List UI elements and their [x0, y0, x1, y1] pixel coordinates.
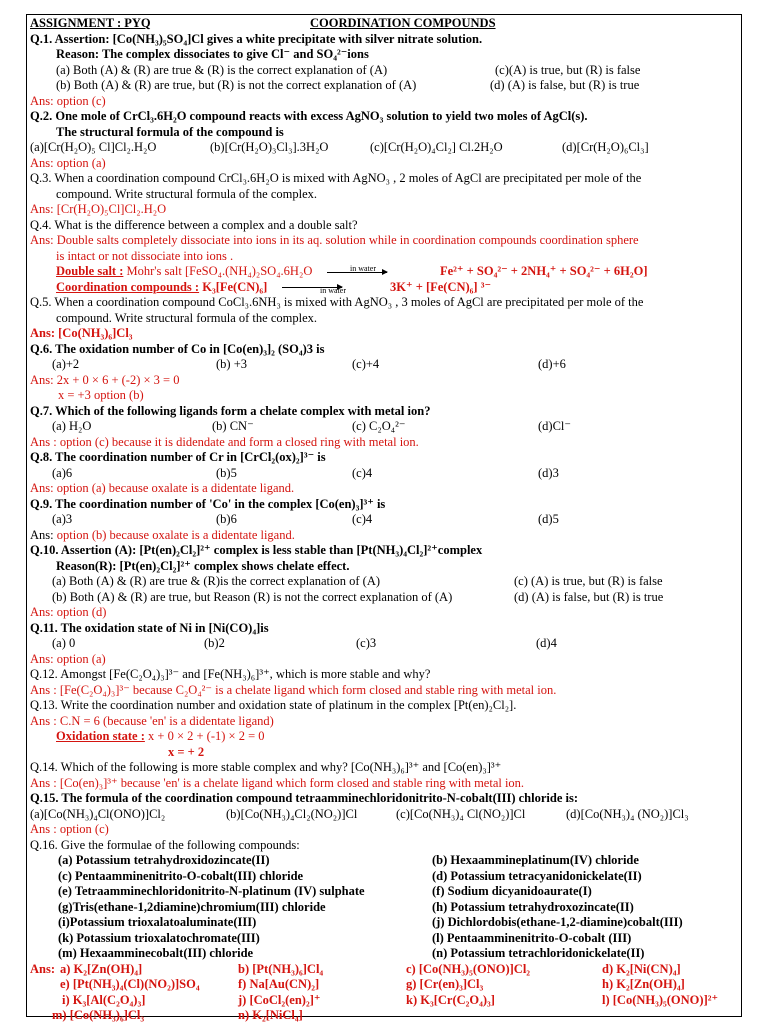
q16-list-row — [30, 931, 740, 947]
q5-question: Q.5. When a coordination compound CoCl₃.6NH₃ is mixed with AgNO₃ , 3 moles of AgCl are precipitated per mole of the — [30, 295, 644, 309]
mohrs-salt-formula: Mohr's salt [FeSO₄.(NH₄)₂SO₄.6H₂O — [126, 264, 313, 278]
assignment-label: ASSIGNMENT : PYQ — [30, 16, 151, 30]
q7-answer: Ans : option (c) because it is didendate and form a closed ring with metal ion. — [30, 434, 419, 449]
q11-option-b: (b)2 — [204, 636, 225, 650]
q11-answer: Ans: option (a) — [30, 651, 106, 666]
q1-option-a: (a) Both (A) & (R) are true & (R) is the correct explanation of (A) — [56, 62, 388, 77]
q1-options-row2 — [30, 78, 740, 94]
q6-answer-line2: x = +3 option (b) — [58, 388, 144, 402]
q16-answer-item: d) K₂[Ni(CN)₄] — [602, 961, 681, 976]
q6-answer-line1: Ans: 2x + 0 × 6 + (-2) × 3 = 0 — [30, 372, 180, 387]
q1-reason: Reason: The complex dissociates to give Cl⁻ and SO₄²⁻ions — [56, 47, 369, 61]
q16-compound-right: (h) Potassium tetrahydroxozincate(II) — [432, 899, 634, 914]
q16-compound-left: (a) Potassium tetrahydroxidozincate(II) — [58, 853, 270, 867]
q16-compound-left: (c) Pentaamminenitrito-O-cobalt(III) chloride — [58, 868, 304, 883]
q16-compound-right: (f) Sodium dicyanidoaurate(I) — [432, 884, 592, 898]
q16-answer-item: g) [Cr(en)₃]Cl₃ — [406, 977, 484, 991]
q11-question: Q.11. The oxidation state of Ni in [Ni(CO)₄]is — [30, 620, 269, 635]
q2-option-d: (d)[Cr(H₂O)₆Cl₃] — [562, 140, 649, 154]
q10-option-a: (a) Both (A) & (R) are true & (R)is the correct explanation of (A) — [52, 574, 381, 588]
q16-answer-item: e) [Pt(NH₃)₄(Cl)(NO₂)]SO₄ — [60, 977, 200, 991]
q16-answer-item: h) K₂[Zn(OH)₄] — [602, 977, 685, 991]
q16-compound-left: (m) Hexaamminecobalt(III) chloride — [58, 946, 254, 960]
oxidation-state-label: Oxidation state : — [56, 729, 145, 743]
q3-question: Q.3. When a coordination compound CrCl₃.6H₂O is mixed with AgNO₃ , 2 moles of AgCl are precipitated per mole of the — [30, 171, 642, 185]
q15-options — [30, 807, 740, 823]
q9-option-a: (a)3 — [52, 512, 73, 526]
q6-option-c: (c)+4 — [352, 357, 380, 371]
q16-answer-row — [30, 1008, 740, 1024]
q2-option-b: (b)[Cr(H₂O)₃Cl₃].3H₂O — [210, 140, 329, 154]
q2-option-a: (a)[Cr(H₂O)₅ Cl]Cl₂.H₂O — [30, 140, 157, 154]
q14-answer: Ans : [Co(en)₃]³⁺ because 'en' is a chelate ligand which form closed and stable ring with metal ion. — [30, 775, 525, 790]
q6-option-d: (d)+6 — [538, 357, 566, 371]
q8-options — [30, 466, 740, 482]
q1-assertion: Q.1. Assertion: [Co(NH₃)₅SO₄]Cl gives a white precipitate with silver nitrate solution. — [30, 31, 483, 46]
q16-answer-item: i) K₃[Al(C₂O₄)₃] — [62, 992, 146, 1007]
q11-option-c: (c)3 — [356, 636, 377, 650]
q16-answer-label: Ans: — [30, 961, 56, 976]
q16-answer-item: a) K₂[Zn(OH)₄] — [60, 961, 143, 976]
q16-compound-list — [30, 853, 740, 962]
q2-options — [30, 140, 740, 156]
q6-option-b: (b) +3 — [216, 357, 247, 371]
double-salt-label: Double salt : — [56, 264, 124, 278]
oxidation-equation: x + 0 × 2 + (-1) × 2 = 0 — [148, 729, 265, 743]
q16-answers — [30, 962, 740, 1024]
q16-compound-left: (g)Tris(ethane-1,2diamine)chromium(III) chloride — [58, 899, 326, 914]
q9-option-b: (b)6 — [216, 512, 237, 526]
q13-question: Q.13. Write the coordination number and oxidation state of platinum in the complex [Pt(en)₂Cl₂]. — [30, 698, 517, 712]
q16-compound-left: (k) Potassium trioxalatochromate(III) — [58, 930, 260, 945]
q3-answer: Ans: [Cr(H₂O)₅Cl]Cl₂.H₂O — [30, 202, 167, 216]
q16-list-row — [30, 869, 740, 885]
q16-list-row — [30, 915, 740, 931]
q15-option-c: (c)[Co(NH₃)₄ Cl(NO₂)]Cl — [396, 806, 526, 821]
q10-reason: Reason(R): [Pt(en)₂Cl₂]²⁺ complex shows chelate effect. — [56, 558, 350, 573]
q16-compound-left: (e) Tetraamminechloridonitrito-N-platinum (IV) sulphate — [58, 884, 365, 898]
q15-answer: Ans : option (c) — [30, 822, 109, 836]
q8-question: Q.8. The coordination number of Cr in [CrCl₂(ox)₂]³⁻ is — [30, 450, 326, 464]
coordination-compounds-label: Coordination compounds : — [56, 279, 200, 294]
coordination-formula: K₃[Fe(CN)₆] — [202, 279, 268, 294]
q16-answer-row — [30, 977, 740, 993]
q1-option-d: (d) (A) is false, but (R) is true — [490, 78, 640, 92]
q15-option-b: (b)[Co(NH₃)₄Cl₂(NO₂)]Cl — [226, 806, 358, 821]
q16-compound-right: (l) Pentaamminenitrito-O-cobalt (III) — [432, 930, 632, 945]
double-salt-products: Fe²⁺ + SO₄²⁻ + 2NH₄⁺ + SO₄²⁻ + 6H₂O] — [440, 264, 648, 278]
q10-options-row1 — [30, 574, 740, 590]
q16-answer-item: l) [Co(NH₃)₅(ONO)]²⁺ — [602, 992, 719, 1007]
q4-coordination-row — [30, 280, 740, 296]
coordination-products: 3K⁺ + [Fe(CN)₆] ³⁻ — [390, 279, 492, 294]
q16-compound-right: (n) Potassium tetrachloridonickelate(II) — [432, 946, 645, 960]
q7-option-a: (a) H₂O — [52, 419, 92, 433]
q8-option-d: (d)3 — [538, 465, 559, 480]
q9-answer — [30, 528, 740, 544]
q7-option-b: (b) CN⁻ — [212, 419, 254, 433]
q9-option-c: (c)4 — [352, 512, 373, 526]
q8-option-c: (c)4 — [352, 465, 373, 480]
q3-question-cont: compound. Write structural formula of the complex. — [56, 186, 317, 201]
q10-option-d: (d) (A) is false, but (R) is true — [514, 589, 664, 604]
q4-answer-line1: Ans: Double salts completely dissociate into ions in its aq. solution while in coordination compounds coordination sphere — [30, 233, 639, 247]
q16-answer-row — [30, 993, 740, 1009]
q10-option-b: (b) Both (A) & (R) are true, but Reason (R) is not the correct explanation of (A) — [52, 589, 453, 604]
q14-question: Q.14. Which of the following is more stable complex and why? [Co(NH₃)₆]³⁺ and [Co(en)₃]³⁺ — [30, 760, 502, 774]
q7-question: Q.7. Which of the following ligands form a chelate complex with metal ion? — [30, 403, 431, 418]
q15-option-a: (a)[Co(NH₃)₄Cl(ONO)]Cl₂ — [30, 806, 166, 821]
q7-option-c: (c) C₂O₄²⁻ — [352, 419, 406, 433]
q2-question: Q.2. One mole of CrCl₃.6H₂O compound reacts with excess AgNO₃ solution to yield two moles of AgCl(s). — [30, 109, 588, 123]
q13-oxidation-row — [30, 729, 740, 745]
worksheet-content — [30, 16, 740, 1024]
q16-answer-item: f) Na[Au(CN)₂] — [238, 977, 320, 991]
header — [30, 16, 740, 32]
q11-option-a: (a) 0 — [52, 636, 76, 650]
q9-option-d: (d)5 — [538, 512, 559, 526]
q8-option-b: (b)5 — [216, 465, 237, 480]
q16-compound-right: (j) Dichlordobis(ethane-1,2-diamine)cobalt(III) — [432, 915, 683, 929]
q10-option-c: (c) (A) is true, but (R) is false — [514, 574, 663, 588]
page-title: COORDINATION COMPOUNDS — [310, 16, 496, 30]
q13-answer-cn: Ans : C.N = 6 (because 'en' is a didentate ligand) — [30, 713, 274, 728]
q16-list-row — [30, 853, 740, 869]
q16-list-row — [30, 884, 740, 900]
q15-question: Q.15. The formula of the coordination compound tetraamminechloridonitrito-N-cobalt(III) chloride is: — [30, 791, 578, 805]
q15-option-d: (d)[Co(NH₃)₄ (NO₂)]Cl₃ — [566, 806, 689, 821]
q2-option-c: (c)[Cr(H₂O)₄Cl₂] Cl.2H₂O — [370, 140, 503, 154]
q16-list-row — [30, 900, 740, 916]
q9-options — [30, 512, 740, 528]
q6-question: Q.6. The oxidation number of Co in [Co(en)₃]₂ (SO₄)3 is — [30, 341, 325, 356]
q16-compound-left: (i)Potassium trioxalatoaluminate(III) — [58, 915, 257, 929]
q16-answer-item: m) [Co(NH₃)₆]Cl₃ — [52, 1008, 145, 1022]
q12-answer: Ans : [Fe(C₂O₄)₃]³⁻ because C₂O₄²⁻ is a chelate ligand which form closed and stable ring with metal ion. — [30, 682, 557, 697]
q16-answer-row — [30, 962, 740, 978]
q2-answer: Ans: option (a) — [30, 155, 106, 170]
q6-option-a: (a)+2 — [52, 357, 80, 371]
q7-option-d: (d)Cl⁻ — [538, 419, 571, 433]
q16-answer-item: k) K₃[Cr(C₂O₄)₃] — [406, 992, 495, 1007]
q1-options-row1 — [30, 63, 740, 79]
q16-list-row — [30, 946, 740, 962]
q2-question-cont: The structural formula of the compound is — [56, 124, 284, 139]
q16-compound-right: (b) Hexaammineplatinum(IV) chloride — [432, 853, 639, 867]
q8-option-a: (a)6 — [52, 465, 73, 480]
q5-answer: Ans: [Co(NH₃)₆]Cl₃ — [30, 326, 133, 340]
q10-options-row2 — [30, 590, 740, 606]
q1-answer: Ans: option (c) — [30, 93, 106, 108]
in-water-label: in water — [320, 285, 346, 295]
in-water-label: in water — [350, 264, 376, 273]
q13-oxidation-answer: x = + 2 — [168, 744, 205, 759]
q12-question: Q.12. Amongst [Fe(C₂O₄)₃]³⁻ and [Fe(NH₃)₆]³⁺, which is more stable and why? — [30, 667, 431, 681]
q1-option-c: (c)(A) is true, but (R) is false — [495, 62, 641, 77]
q5-question-cont: compound. Write structural formula of the complex. — [56, 310, 317, 325]
q4-double-salt-row — [30, 264, 740, 280]
q10-answer: Ans: option (d) — [30, 605, 107, 619]
q16-answer-item: j) [CoCl₂(en)₂]⁺ — [238, 992, 321, 1007]
q16-answer-item: c) [Co(NH₃)₅(ONO)]Cl₂ — [406, 961, 531, 976]
q16-compound-right: (d) Potassium tetracyanidonickelate(II) — [432, 868, 642, 883]
q1-option-b: (b) Both (A) & (R) are true, but (R) is not the correct explanation of (A) — [56, 78, 417, 92]
q10-assertion: Q.10. Assertion (A): [Pt(en)₂Cl₂]²⁺ complex is less stable than [Pt(NH₃)₄Cl₂]²⁺complex — [30, 543, 483, 557]
q16-answer-item: b) [Pt(NH₃)₆]Cl₄ — [238, 961, 324, 976]
q9-answer-label: Ans: — [30, 527, 54, 542]
q11-option-d: (d)4 — [536, 636, 557, 650]
q8-answer: Ans: option (a) because oxalate is a didentate ligand. — [30, 481, 295, 495]
q4-answer-line2: is intact or not dissociate into ions . — [56, 248, 234, 263]
q4-question: Q.4. What is the difference between a complex and a double salt? — [30, 217, 358, 232]
q16-question: Q.16. Give the formulae of the following compounds: — [30, 837, 300, 852]
q9-answer-text: option (b) because oxalate is a didentate ligand. — [56, 527, 295, 542]
q9-question: Q.9. The coordination number of 'Co' in the complex [Co(en)₃]³⁺ is — [30, 496, 386, 511]
q16-answer-item: n) K₂[NiCl₄] — [238, 1008, 303, 1022]
q11-options — [30, 636, 740, 652]
q6-options — [30, 357, 740, 373]
q7-options — [30, 419, 740, 435]
